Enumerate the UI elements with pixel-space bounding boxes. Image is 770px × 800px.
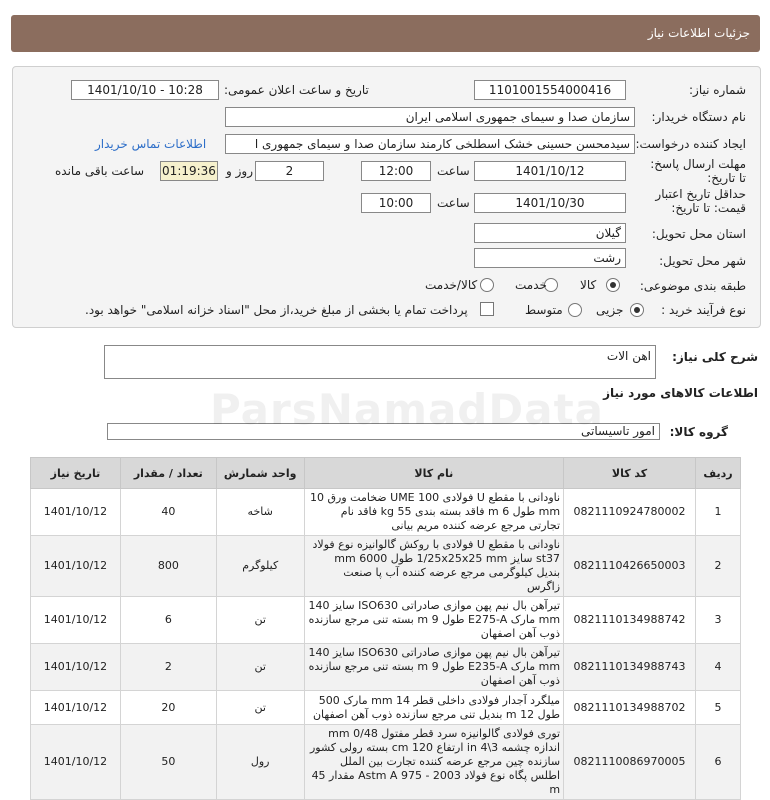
cell-idx: 1 <box>696 489 741 536</box>
cell-idx: 6 <box>696 725 741 800</box>
col-quantity: تعداد / مقدار <box>120 458 216 489</box>
days-label: روز و <box>226 164 253 178</box>
days-field: 2 <box>255 161 324 181</box>
table-row[interactable] <box>31 597 741 644</box>
treasury-payment-note: پرداخت تمام یا بخشی از مبلغ خرید،از محل "اسناد خزانه اسلامی" خواهد بود. <box>85 303 468 317</box>
validity-time-label: ساعت <box>437 196 470 210</box>
purchase-option-minor: جزیی <box>596 303 624 317</box>
cell-code: 0821110086970005 <box>564 725 696 800</box>
col-unit: واحد شمارش <box>216 458 304 489</box>
cell-date: 1401/10/12 <box>31 597 121 644</box>
cell-qty: 20 <box>120 691 216 725</box>
cell-qty: 50 <box>120 725 216 800</box>
cell-unit: تن <box>216 691 304 725</box>
purchase-radio-medium[interactable] <box>568 303 582 317</box>
cell-name: ناودانی با مقطع U فولادی UME 100 ضخامت ورق 10 mm طول 6 m فاقد بسته بندی 55 kg فاقد نام تجارتی مرجع عرضه کننده مریم بیانی <box>304 489 563 536</box>
description-field: اهن الات <box>104 345 656 379</box>
creator-field: سیدمحسن حسینی خشک اسطلخی کارمند سازمان صدا و سیمای جمهوری ا <box>225 134 635 154</box>
cell-qty: 800 <box>120 536 216 597</box>
cell-name: تیرآهن بال نیم پهن موازی صادراتی ISO630 سایز 140 mm مارک E275-A طول 9 m بسته تنی مرجع سازنده ذوب آهن اصفهان <box>304 597 563 644</box>
city-field: رشت <box>474 248 626 268</box>
purchase-radio-minor[interactable] <box>630 303 644 317</box>
cell-code: 0821110426650003 <box>564 536 696 597</box>
cell-date: 1401/10/12 <box>31 489 121 536</box>
category-radio-goods-service[interactable] <box>480 278 494 292</box>
description-label: شرح کلی نیاز: <box>672 350 758 364</box>
details-panel <box>12 66 761 328</box>
cell-idx: 3 <box>696 597 741 644</box>
cell-idx: 4 <box>696 644 741 691</box>
cell-qty: 2 <box>120 644 216 691</box>
table-row[interactable] <box>31 489 741 536</box>
items-table <box>30 457 741 800</box>
cell-date: 1401/10/12 <box>31 725 121 800</box>
cell-unit: تن <box>216 644 304 691</box>
goods-info-label: اطلاعات کالاهای مورد نیاز <box>603 386 758 400</box>
announce-field: 1401/10/10 - 10:28 <box>71 80 219 100</box>
cell-idx: 5 <box>696 691 741 725</box>
city-label: شهر محل تحویل: <box>659 254 746 268</box>
send-deadline-label: مهلت ارسال پاسخ: تا تاریخ: <box>650 157 746 185</box>
cell-code: 0821110134988742 <box>564 597 696 644</box>
purchase-type-label: نوع فرآیند خرید : <box>661 303 746 317</box>
purchase-option-medium: متوسط <box>525 303 563 317</box>
cell-code: 0821110924780002 <box>564 489 696 536</box>
cell-qty: 40 <box>120 489 216 536</box>
cell-unit: تن <box>216 597 304 644</box>
cell-name: ناودانی با مقطع U فولادی با روکش گالوانیزه نوع فولاد st37 سایز 1/25x25x25 mm طول 6000 mm بندیل کیلوگرمی مرجع عرضه کننده آب پا صنعت زاگرس <box>304 536 563 597</box>
cell-name: تیرآهن بال نیم پهن موازی صادراتی ISO630 سایز 140 mm مارک E235-A طول 9 m بسته تنی مرجع سازنده ذوب آهن اصفهان <box>304 644 563 691</box>
need-number-field: 1101001554000416 <box>474 80 626 100</box>
window-title: جزئیات اطلاعات نیاز <box>647 26 750 40</box>
cell-unit: شاخه <box>216 489 304 536</box>
cell-unit: کیلوگرم <box>216 536 304 597</box>
table-row[interactable] <box>31 691 741 725</box>
cell-name: میلگرد آجدار فولادی داخلی قطر 14 mm مارک 500 طول 12 m بندیل تنی مرجع سازنده ذوب آهن اصفهان <box>304 691 563 725</box>
send-date-field: 1401/10/12 <box>474 161 626 181</box>
remaining-label: ساعت باقی مانده <box>55 164 145 178</box>
category-label: طبقه بندی موضوعی: <box>639 279 746 293</box>
send-time-label: ساعت <box>437 164 470 178</box>
cell-name: توری فولادی گالوانیزه سرد قطر مفتول 0/48 mm اندازه چشمه 3\4 in ارتفاع 120 cm بسته رولی کشور سازنده چین مرجع عرضه کننده تجارت بین الملل اطلس پگاه نوع فولاد Astm A 975 - 2003 مقدار 45 m <box>304 725 563 800</box>
cell-date: 1401/10/12 <box>31 691 121 725</box>
table-header-row <box>31 458 741 489</box>
col-need-date: تاریخ نیاز <box>31 458 121 489</box>
category-radio-goods[interactable] <box>606 278 620 292</box>
watermark: ParsNamadData <box>210 385 604 434</box>
validity-label: حداقل تاریخ اعتبار قیمت: تا تاریخ: <box>655 187 746 215</box>
need-number-label: شماره نیاز: <box>689 83 746 97</box>
goods-group-label: گروه کالا: <box>669 425 728 439</box>
buyer-field: سازمان صدا و سیمای جمهوری اسلامی ایران <box>225 107 635 127</box>
treasury-payment-checkbox[interactable] <box>480 302 494 316</box>
province-field: گیلان <box>474 223 626 243</box>
announce-label: تاریخ و ساعت اعلان عمومی: <box>224 83 369 97</box>
cell-idx: 2 <box>696 536 741 597</box>
remaining-time-field: 01:19:36 <box>160 161 218 181</box>
validity-time-field: 10:00 <box>361 193 431 213</box>
send-time-field: 12:00 <box>361 161 431 181</box>
col-name: نام کالا <box>304 458 563 489</box>
validity-date-field: 1401/10/30 <box>474 193 626 213</box>
col-code: کد کالا <box>564 458 696 489</box>
cell-date: 1401/10/12 <box>31 644 121 691</box>
goods-group-field: امور تاسیساتی <box>107 423 660 440</box>
province-label: استان محل تحویل: <box>651 227 746 241</box>
table-row[interactable] <box>31 725 741 800</box>
cell-date: 1401/10/12 <box>31 536 121 597</box>
cell-qty: 6 <box>120 597 216 644</box>
category-option-service: خدمت <box>515 278 547 292</box>
cell-code: 0821110134988702 <box>564 691 696 725</box>
cell-unit: رول <box>216 725 304 800</box>
creator-label: ایجاد کننده درخواست: <box>635 137 746 151</box>
table-row[interactable] <box>31 536 741 597</box>
category-option-goods: کالا <box>580 278 597 292</box>
category-option-goods-service: کالا/خدمت <box>425 278 478 292</box>
table-row[interactable] <box>31 644 741 691</box>
contact-buyer-link[interactable]: اطلاعات تماس خریدار <box>95 137 207 151</box>
col-row: ردیف <box>696 458 741 489</box>
title-bar <box>11 15 760 52</box>
buyer-label: نام دستگاه خریدار: <box>651 110 746 124</box>
cell-code: 0821110134988743 <box>564 644 696 691</box>
